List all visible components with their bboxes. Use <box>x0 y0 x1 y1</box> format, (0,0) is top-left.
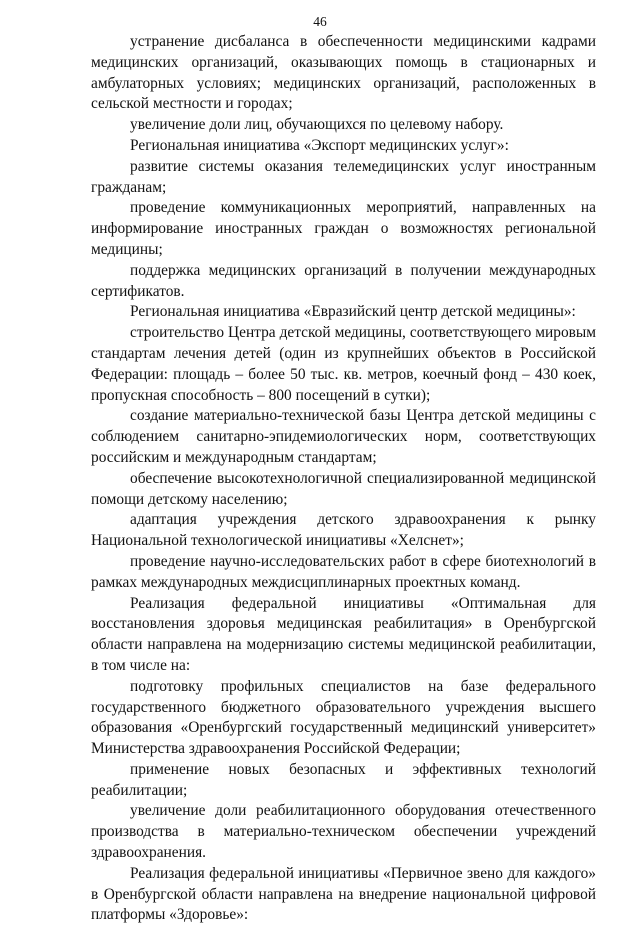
paragraph: создание материально-технической базы Центра детской медицины с соблюдением санитарно-эпидемиологических норм, соответствующих российским и международным стандартам; <box>91 407 596 466</box>
paragraph: адаптация учреждения детского здравоохранения к рынку Национальной технологической инициативы «Хелснет»; <box>91 511 596 550</box>
paragraph: развитие системы оказания телемедицинских услуг иностранным гражданам; <box>91 157 596 196</box>
paragraph: подготовку профильных специалистов на базе федерального государственного бюджетного образовательного учреждения высшего образования «Оренбургский государственный медицинский университет» Министерства здравоохранения Российской Федерации; <box>91 677 596 758</box>
paragraph: Реализация федеральной инициативы «Оптимальная для восстановления здоровья медицинская реабилитация» в Оренбургской области направлена на модернизацию системы медицинской реабилитации, в том числе на: <box>91 594 596 674</box>
paragraph: строительство Центра детской медицины, соответствующего мировым стандартам лечения детей (один из крупнейших объектов в Российской Федерации: площадь – более 50 тыс. кв. метров, коечный фонд – 430 коек, пропускная способность – 800 посещений в сутки); <box>91 324 596 404</box>
paragraph: обеспечение высокотехнологичной специализированной медицинской помощи детскому населению; <box>91 469 596 508</box>
paragraph: проведение коммуникационных мероприятий, направленных на информирование иностранных граждан о возможностях региональной медицины; <box>91 199 596 258</box>
document-body <box>91 32 596 926</box>
paragraph: устранение дисбаланса в обеспеченности медицинскими кадрами медицинских организаций, оказывающих помощь в стационарных и амбулаторных условиях; медицинских организаций, расположенных в сельской местности и городах; <box>91 33 596 113</box>
paragraph: поддержка медицинских организаций в получении международных сертификатов. <box>91 261 596 300</box>
section-heading: Региональная инициатива «Экспорт медицинских услуг»: <box>130 136 509 154</box>
paragraph: проведение научно-исследовательских работ в сфере биотехнологий в рамках международных междисциплинарных проектных команд. <box>91 552 596 591</box>
paragraph: увеличение доли реабилитационного оборудования отечественного производства в материально-техническом обеспечении учреждений здравоохранения. <box>91 802 596 862</box>
page-number: 46 <box>313 14 327 29</box>
section-heading: Региональная инициатива «Евразийский центр детской медицины»: <box>130 303 576 321</box>
paragraph: Реализация федеральной инициативы «Первичное звено для каждого» в Оренбургской области направлена на внедрение национальной цифровой платформы «Здоровье»: <box>91 864 596 924</box>
paragraph: применение новых безопасных и эффективных технологий реабилитации; <box>91 760 596 799</box>
paragraph: увеличение доли лиц, обучающихся по целевому набору. <box>130 116 504 134</box>
